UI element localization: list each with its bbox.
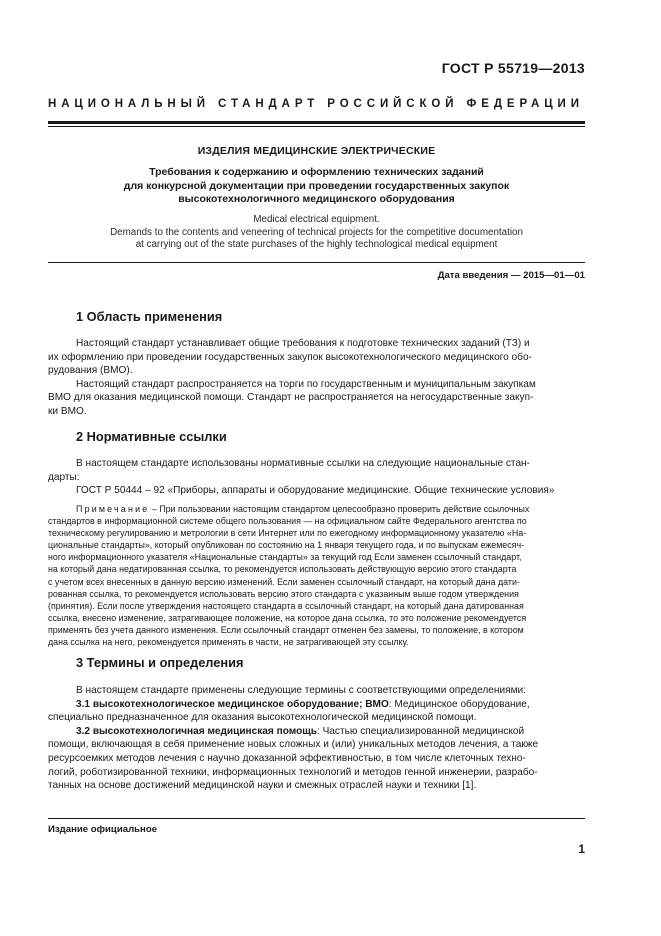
text-line: ки ВМО. <box>48 405 87 417</box>
official-edition-label: Издание официальное <box>48 824 158 835</box>
english-title-line: Demands to the contents and veneering of technical projects for the competitive documentation <box>110 226 523 238</box>
english-title-line: at carrying out of the state purchases of the highly technological medical equipment <box>135 239 498 250</box>
note-line: применять без учета данного изменения. Если ссылочный стандарт отменен без замены, то положение, в котором <box>48 624 524 635</box>
term-3-1-definition: : Медицинское оборудование, <box>388 698 530 710</box>
document-title: ИЗДЕЛИЯ МЕДИЦИНСКИЕ ЭЛЕКТРИЧЕСКИЕ <box>197 145 436 157</box>
national-standard-banner: НАЦИОНАЛЬНЫЙ СТАНДАРТ РОССИЙСКОЙ ФЕДЕРАЦИИ <box>48 98 584 110</box>
subtitle-line: для конкурсной документации при проведении государственных закупок <box>123 179 510 192</box>
note-line: с учетом всех внесенных в данную версию изменений. Если заменен ссылочный стандарт, на который дана дати- <box>48 576 520 587</box>
section-2-heading: 2 Нормативные ссылки <box>76 429 227 444</box>
text-line: помощи, включающая в себя применение новых сложных и (или) уникальных методов лечения, а также <box>48 739 539 751</box>
text-line: Настоящий стандарт распространяется на торги по государственным и муниципальным закупкам <box>76 378 536 390</box>
term-3-1: 3.1 высокотехнологическое медицинское оборудование; ВМО <box>76 698 389 710</box>
section-1-heading: 1 Область применения <box>76 309 223 324</box>
standard-number: ГОСТ Р 55719—2013 <box>441 60 585 76</box>
text-line: В настоящем стандарте применены следующие термины с соответствующими определениями: <box>76 685 526 696</box>
text-line: дарты: <box>48 471 80 483</box>
english-title <box>48 214 585 252</box>
header-rule-thick <box>48 121 585 124</box>
note-line: рованная ссылка, то рекомендуется использовать версию этого стандарта с указанным выше годом утверждения <box>48 588 519 599</box>
document-subtitle <box>48 166 585 207</box>
text-line: логий, роботизированной техники, информационных технологий и методов генной инженерии, разрабо- <box>48 766 538 778</box>
footer-rule <box>48 818 585 819</box>
note-label: Примечание <box>76 504 150 514</box>
text-line: ВМО для оказания медицинской помощи. Стандарт не распространяется на негосударственные закуп- <box>48 392 534 404</box>
note-line: техническому регулированию и метрологии в сети Интернет или по ежегодному информационному указателю «На- <box>48 528 527 539</box>
english-title-line: Medical electrical equipment. <box>253 214 380 225</box>
text-line: В настоящем стандарте использованы нормативные ссылки на следующие национальные стан- <box>76 458 530 469</box>
date-rule <box>48 262 585 263</box>
text-line: рудования (ВМО). <box>48 365 133 377</box>
text-line: танных на основе достижений медицинской науки и смежных отраслей науки и техники [1]. <box>48 780 477 792</box>
section-2-note <box>48 503 585 648</box>
subtitle-line: высокотехнологичного медицинского оборудования <box>178 193 455 205</box>
page-number: 1 <box>578 842 585 856</box>
header-rule-thin <box>48 126 585 127</box>
note-line: циональные стандарты», который опубликован по состоянию на 1 января текущего года, и по выпускам ежемесяч- <box>48 540 525 551</box>
term-3-2-definition: : Частью специализированной медицинской <box>316 725 525 737</box>
section-3-heading: 3 Термины и определения <box>76 655 244 670</box>
text-line: Настоящий стандарт устанавливает общие требования к подготовке технических заданий (ТЗ) и <box>76 338 530 349</box>
note-line: ного информационного указателя «Национальные стандарты» за текущий год Если заменен ссылочный стандарт, <box>48 552 522 563</box>
text-line: ресурсоемких методов лечения с научно доказанной эффективностью, в том числе клеточных техно- <box>48 752 526 764</box>
text-line: специально предназначенное для оказания высокотехнологической медицинской помощи. <box>48 712 477 724</box>
section-3-paragraph <box>48 684 585 793</box>
note-line: стандартов в информационной системе общего пользования — на официальном сайте Федерального агентства по <box>48 516 527 527</box>
introduction-date: Дата введения — 2015—01—01 <box>437 270 585 281</box>
note-line: дана ссылка на него, рекомендуется применять в части, не затрагивающей эту ссылку. <box>48 637 409 648</box>
note-line: на который дана недатированная ссылка, то рекомендуется использовать действующую версию этого стандарта <box>48 564 517 575</box>
subtitle-line: Требования к содержанию и оформлению технических заданий <box>149 166 484 178</box>
note-line: (принятия). Если после утверждения настоящего стандарта в ссылочный стандарт, на который дана датированная <box>48 600 524 611</box>
text-line: их оформлению при проведении государственных закупок высокотехнологического медицинского обо- <box>48 351 532 363</box>
normative-reference: ГОСТ Р 50444 – 92 «Приборы, аппараты и оборудование медицинские. Общие технические условия» <box>76 485 555 497</box>
section-1-paragraph-1 <box>48 337 585 419</box>
note-line: ссылка, внесено изменение, затрагивающее положение, на которое дана ссылка, то это положение рекомендуется <box>48 612 527 623</box>
note-first-line: – При пользовании настоящим стандартом целесообразно проверить действие ссылочных <box>149 504 530 514</box>
section-2-paragraph <box>48 457 585 498</box>
term-3-2: 3.2 высокотехнологичная медицинская помощь <box>76 725 317 737</box>
